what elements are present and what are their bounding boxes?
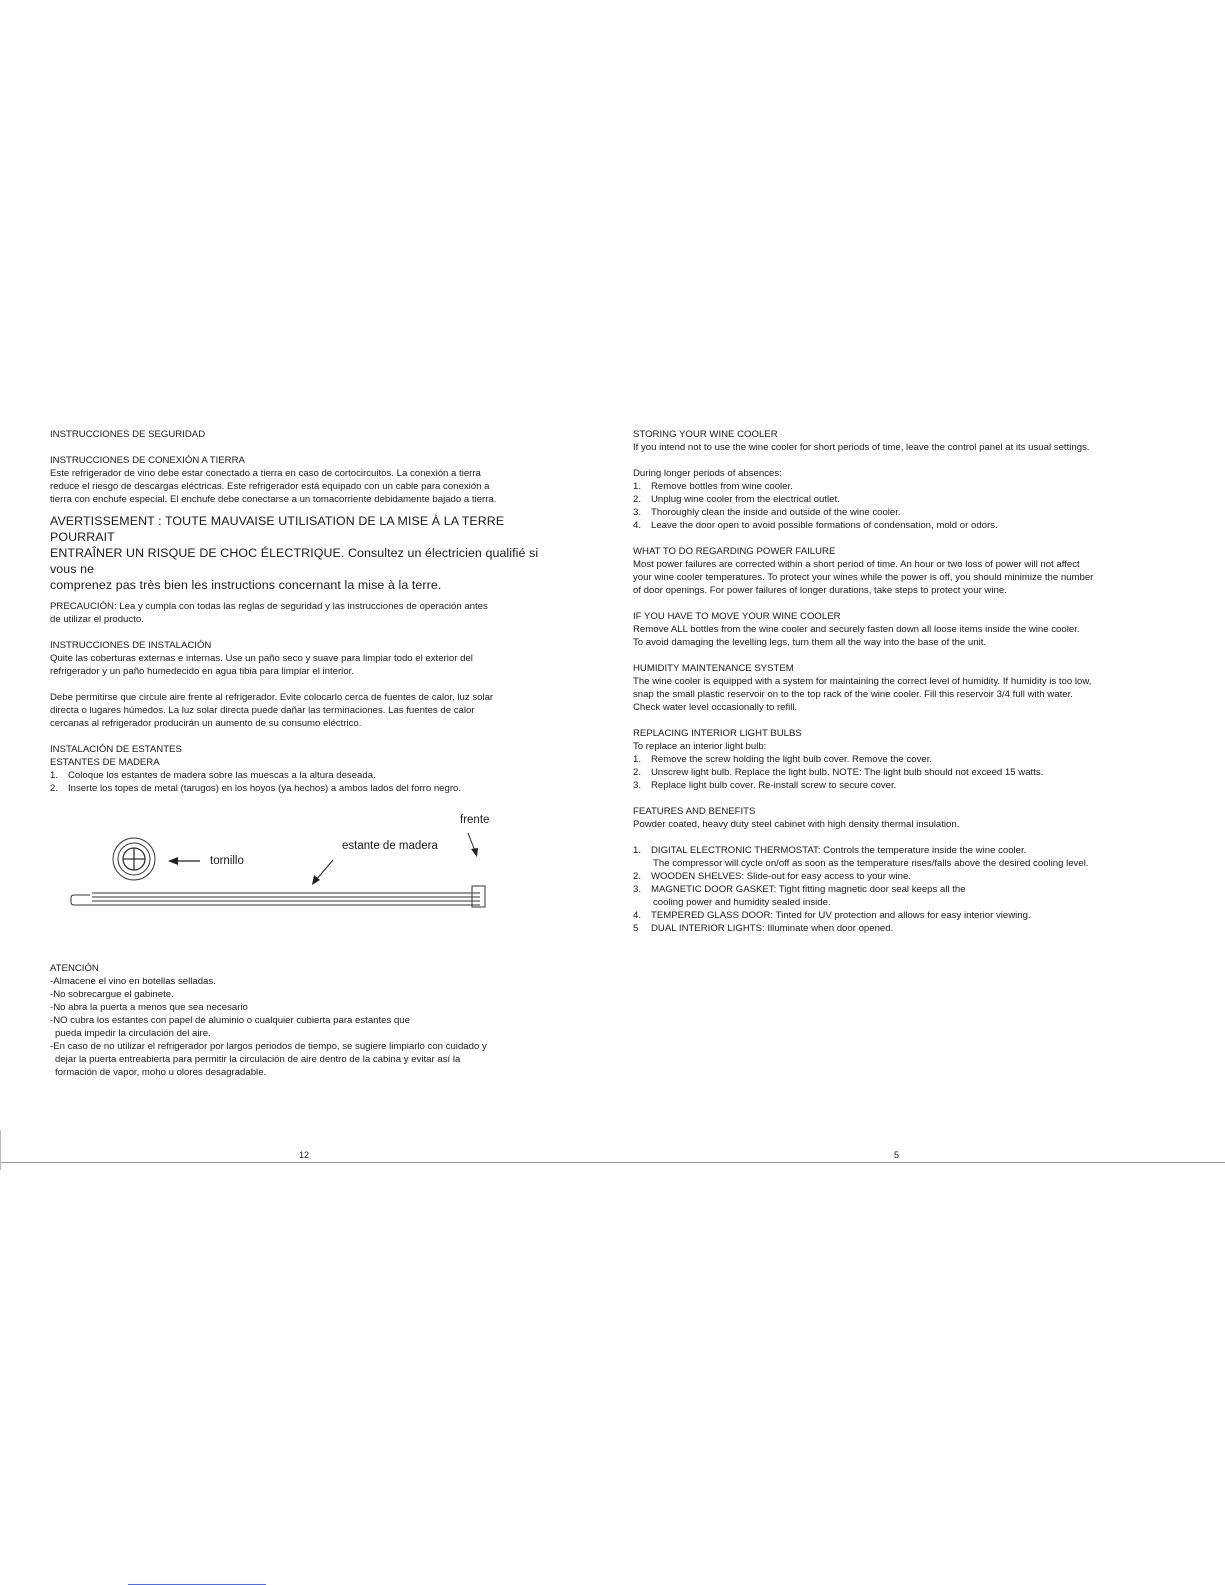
feature-item: 3. MAGNETIC DOOR GASKET: Tight fitting magnetic door seal keeps all the <box>633 884 966 895</box>
right-page <box>633 428 1173 935</box>
page-number-left: 12 <box>299 1150 310 1160</box>
move-heading: IF YOU HAVE TO MOVE YOUR WINE COOLER <box>633 611 841 622</box>
power-line: Most power failures are corrected within a short period of time. An hour or two loss of power will not affect <box>633 559 1080 570</box>
humidity-heading: HUMIDITY MAINTENANCE SYSTEM <box>633 663 794 674</box>
attention-item: -No abra la puerta a menos que sea necesario <box>50 1002 248 1013</box>
screw-icon <box>113 838 155 880</box>
feature-item: 4. TEMPERED GLASS DOOR: Tinted for UV protection and allows for easy interior viewing. <box>633 910 1031 921</box>
safety-title: INSTRUCCIONES DE SEGURIDAD <box>50 429 206 440</box>
absence-step: 4. Leave the door open to avoid possible formations of condensation, mold or odors. <box>633 520 998 531</box>
scan-edge-mark <box>0 1130 1 1170</box>
shelf-diagram <box>50 795 550 925</box>
storing-heading: STORING YOUR WINE COOLER <box>633 429 778 440</box>
features-heading: FEATURES AND BENEFITS <box>633 806 756 817</box>
feature-item-cont: cooling power and humidity sealed inside. <box>653 897 831 908</box>
arrow-diagonal-icon <box>312 860 333 885</box>
absence-step: 2. Unplug wine cooler from the electrical outlet. <box>633 494 840 505</box>
arrow-down-icon <box>468 833 478 857</box>
bulbs-intro: To replace an interior light bulb: <box>633 741 767 752</box>
attention-item-cont: formación de vapor, moho u olores desagradable. <box>55 1067 267 1078</box>
absence-step: 1. Remove bottles from wine cooler. <box>633 481 793 492</box>
bulbs-step: 1. Remove the screw holding the light bulb cover. Remove the cover. <box>633 754 933 765</box>
feature-item: 2. WOODEN SHELVES: Slide-out for easy access to your wine. <box>633 871 912 882</box>
power-line: your wine cooler temperatures. To protect your wines while the power is off, you should minimize the number <box>633 572 1094 583</box>
attention-item: -No sobrecargue el gabinete. <box>50 989 174 1000</box>
features-intro: Powder coated, heavy duty steel cabinet with high density thermal insulation. <box>633 819 960 830</box>
attention-heading: ATENCIÓN <box>50 963 99 974</box>
bulbs-heading: REPLACING INTERIOR LIGHT BULBS <box>633 728 802 739</box>
caution-paragraph: PRECAUCIÓN: Lea y cumpla con todas las reglas de seguridad y las instrucciones de operación antes de utilizar el producto. <box>50 601 488 625</box>
screw-label: tornillo <box>210 855 244 867</box>
humidity-line: snap the small plastic reservoir on to the top rack of the wine cooler. Fill this reservoir 3/4 full with water. <box>633 689 1073 700</box>
absence-step: 3. Thoroughly clean the inside and outside of the wine cooler. <box>633 507 901 518</box>
storing-paragraph: If you intend not to use the wine cooler for short periods of time, leave the control panel at its usual settings. <box>633 442 1090 453</box>
air-paragraph: Debe permitirse que circule aire frente al refrigerador. Evite colocarlo cerca de fuentes de calor, luz solar directa o lugares húmedos. La luz solar directa puede dañar las terminaciones. Las fuentes de calor cercanas al refrigerador producirán un aumento de su consumo eléctrico. <box>50 692 494 729</box>
ground-paragraph: Este refrigerador de vino debe estar conectado a tierra en caso de cortocircuitos. La conexión a tierra reduce el riesgo de descargas eléctricas. Este refrigerador está equipado con un cable para conexión a tierra con enchufe especial. El enchufe debe conectarse a un tomacorriente debidamente bajado a tierra. <box>50 468 497 505</box>
move-line: Remove ALL bottles from the wine cooler and securely fasten down all loose items inside the wine cooler. <box>633 624 1080 635</box>
humidity-line: The wine cooler is equipped with a system for maintaining the correct level of humidity. If humidity is too low, <box>633 676 1092 687</box>
arrow-left-icon <box>168 857 200 865</box>
power-line: of door openings. For power failures of longer durations, take steps to protect your wine. <box>633 585 1007 596</box>
ground-heading: INSTRUCCIONES DE CONEXIÓN A TIERRA <box>50 455 245 466</box>
attention-item-cont: dejar la puerta entreabierta para permitir la circulación de aire dentro de la cabina y evitar así la <box>55 1054 461 1065</box>
feature-item: 1. DIGITAL ELECTRONIC THERMOSTAT: Controls the temperature inside the wine cooler. <box>633 845 1027 856</box>
left-page <box>50 428 560 1079</box>
shelves-subheading: ESTANTES DE MADERA <box>50 757 160 768</box>
wooden-shelf-label: estante de madera <box>342 840 438 852</box>
shelves-step: 1. Coloque los estantes de madera sobre las muescas a la altura deseada. <box>50 770 376 781</box>
attention-item-cont: pueda impedir la circulación del aire. <box>55 1028 211 1039</box>
install-heading: INSTRUCCIONES DE INSTALACIÓN <box>50 640 212 651</box>
install-paragraph: Quite las coberturas externas e internas. Use un paño seco y suave para limpiar todo el exterior del refrigerador y un paño humedecido en agua tibia para limpiar el interior. <box>50 653 473 677</box>
bulbs-step: 3. Replace light bulb cover. Re-install screw to secure cover. <box>633 780 897 791</box>
wooden-shelf <box>71 886 485 907</box>
bulbs-step: 2. Unscrew light bulb. Replace the light bulb. NOTE: The light bulb should not exceed 15 watts. <box>633 767 1044 778</box>
shelves-heading: INSTALACIÓN DE ESTANTES <box>50 744 182 755</box>
humidity-line: Check water level occasionally to refill. <box>633 702 798 713</box>
move-line: To avoid damaging the levelling legs, turn them all the way into the base of the unit. <box>633 637 987 648</box>
attention-item: -En caso de no utilizar el refrigerador por largos periodos de tiempo, se sugiere limpiarlo con cuidado y <box>50 1041 487 1052</box>
attention-item: -Almacene el vino en botellas selladas. <box>50 976 216 987</box>
feature-item-cont: The compressor will cycle on/off as soon as the temperature rises/falls above the desired cooling level. <box>653 858 1089 869</box>
page-number-right: 5 <box>894 1150 900 1160</box>
attention-item: -NO cubra los estantes con papel de aluminio o cualquier cubierta para estantes que <box>50 1015 410 1026</box>
ground-warning: AVERTISSEMENT : TOUTE MAUVAISE UTILISATION DE LA MISE À LA TERRE POURRAIT ENTRAÎNER UN RISQUE DE CHOC ÉLECTRIQUE. Consultez un électricien qualifié si vous ne comprenez pas très bien les instructions concernant la mise à la terre. <box>50 514 539 592</box>
absence-intro: During longer periods of absences: <box>633 468 782 479</box>
feature-item: 5 DUAL INTERIOR LIGHTS: Illuminate when door opened. <box>633 923 894 934</box>
power-heading: WHAT TO DO REGARDING POWER FAILURE <box>633 546 836 557</box>
scan-edge-line <box>0 1162 1225 1163</box>
attention-list <box>50 975 560 1079</box>
front-label: frente <box>460 814 490 826</box>
shelves-step: 2. Inserte los topes de metal (tarugos) en los hoyos (ya hechos) a ambos lados del forro negro. <box>50 783 462 794</box>
